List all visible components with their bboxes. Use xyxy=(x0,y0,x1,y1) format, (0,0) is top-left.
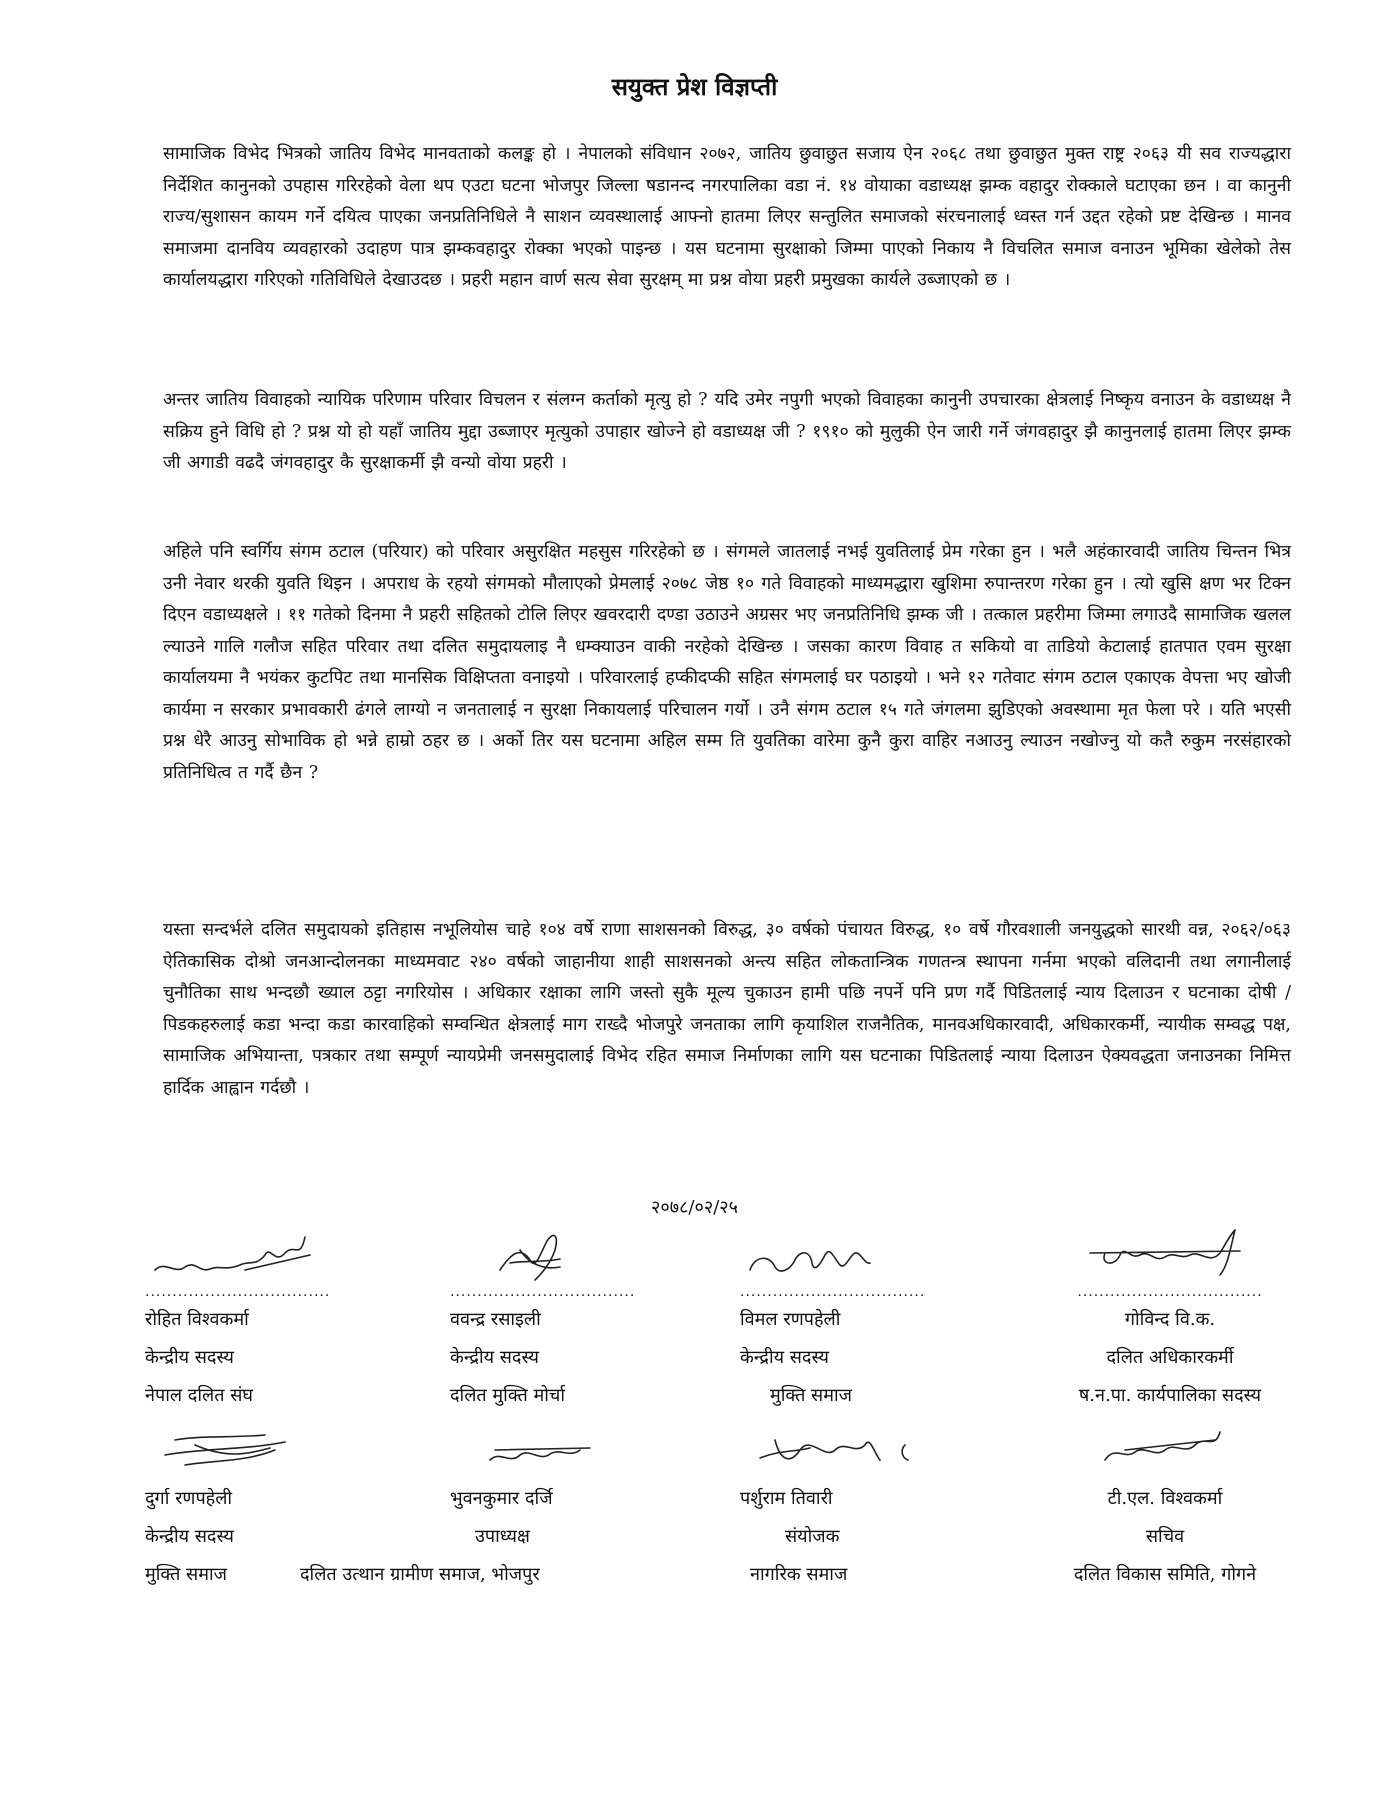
signatory-org: दलित उत्थान ग्रामीण समाज, भोजपुर xyxy=(300,1564,540,1585)
signatory-role: उपाध्यक्ष xyxy=(475,1526,530,1547)
signature-block-7 xyxy=(740,1420,970,1594)
signatory-name: टी.एल. विश्वकर्मा xyxy=(1107,1488,1223,1509)
signatory-name: गोविन्द वि.क. xyxy=(1124,1309,1216,1330)
handwritten-signature-7 xyxy=(740,1420,940,1480)
handwritten-signature-2 xyxy=(450,1225,650,1285)
handwritten-signature-1 xyxy=(145,1225,345,1285)
signatory-role: केन्द्रीय सदस्य xyxy=(450,1347,539,1368)
signatory-role: केन्द्रीय सदस्य xyxy=(740,1347,829,1368)
paragraph-2: अन्तर जातिय विवाहको न्यायिक परिणाम परिवार विचलन र संलग्न कर्ताको मृत्यु हो ? यदि उमेर नपुगी भएको विवाहका कानुनी उपचारका क्षेत्रलाई निष्कृय वनाउन के वडाध्यक्ष नै सक्रिय हुने विधि हो ? प्रश्न यो हो यहाँ जातिय मुद्दा उब्जाएर मृत्युको उपाहार खोज्ने हो वडाध्यक्ष जी ? १९१० को मुलुकी ऐन जारी गर्ने जंगवहादुर झै कानुनलाई हातमा लिएर झम्क जी अगाडी वढदै जंगवहादुर कै सुरक्षाकर्मी झै वन्यो वोया प्रहरी । xyxy=(163,390,1291,473)
signatory-org: नेपाल दलित संघ xyxy=(145,1385,254,1406)
signatory-name: ववन्द्र रसाइली xyxy=(450,1309,541,1330)
signatory-org: मुक्ति समाज xyxy=(770,1385,853,1406)
signatory-name: पर्शुराम तिवारी xyxy=(740,1488,833,1509)
signatory-name: भुवनकुमार दर्जि xyxy=(450,1488,553,1509)
signatory-role: सचिव xyxy=(1145,1526,1185,1547)
signature-block-1 xyxy=(145,1225,375,1415)
handwritten-signature-3 xyxy=(740,1225,940,1285)
signatory-org: नागरिक समाज xyxy=(750,1564,848,1585)
signatory-org: मुक्ति समाज xyxy=(145,1564,228,1585)
document-title: सयुक्त प्रेश विज्ञप्ती xyxy=(611,72,778,101)
signatory-org: ष.न.पा. कार्यपालिका सदस्य xyxy=(1078,1385,1262,1406)
signature-block-2 xyxy=(450,1225,680,1415)
paragraph-4: यस्ता सन्दर्भले दलित समुदायको इतिहास नभूलियोस चाहे १०४ वर्षे राणा साशसनको विरुद्ध, ३० वर्षको पंचायत विरुद्ध, १० वर्षे गौरवशाली जनयुद्धको सारथी वन्न, २०६२/०६३ ऐतिकासिक दोश्रो जनआन्दोलनका माध्यमवाट २४० वर्षको जाहानीया शाही साशसनको अन्त्य सहित लोकतान्त्रिक गणतन्त्र स्थापना गर्नमा भएको वलिदानी तथा लगानीलाई चुनौतिका साथ भन्दछौ ख्याल ठट्टा नगरियोस । अधिकार रक्षाका लागि जस्तो सुकै मूल्य चुकाउन हामी पछि नपर्ने पनि प्रण गर्दै पिडितलाई न्याय दिलाउन र घटनाका दोषी /पिडकहरुलाई कडा भन्दा कडा कारवाहिको सम्वन्धित क्षेत्रलाई माग राख्दै भोजपुरे जनताका लागि कृयाशिल राजनैतिक, मानवअधिकारवादी, अधिकारकर्मी, न्यायीक सम्वद्ध पक्ष, सामाजिक अभियान्ता, पत्रकार तथा सम्पूर्ण न्यायप्रेमी जनसमुदालाई विभेद रहित समाज निर्माणका लागि यस घटनाका पिडितलाई न्याया दिलाउन ऐक्यवद्धता जनाउनका निमित्त हार्दिक आह्वान गर्दछौ । xyxy=(163,920,1292,1098)
signatory-name: दुर्गा रणपहेली xyxy=(145,1488,233,1509)
signature-dots: .................................. xyxy=(450,1285,636,1300)
paragraph-3: अहिले पनि स्वर्गिय संगम ठटाल (परियार) को परिवार असुरक्षित महसुस गरिरहेको छ । संगमले जातलाई नभई युवतिलाई प्रेम गरेका हुन । भलै अहंकारवादी जातिय चिन्तन भित्र उनी नेवार थरकी युवति थिइन । अपराध के रहयो संगमको मौलाएको प्रेमलाई २०७८ जेष्ठ १० गते विवाहको माध्यमद्धारा खुशिमा रुपान्तरण गरेका हुन । त्यो खुसि क्षण भर टिक्न दिएन वडाध्यक्षले । ११ गतेको दिनमा नै प्रहरी सहितको टोलि लिएर खवरदारी दण्डा उठाउने अग्रसर भए जनप्रतिनिधि झम्क जी । तत्काल प्रहरीमा जिम्मा लगाउदै सामाजिक खलल ल्याउने गालि गलौज सहित परिवार तथा दलित समुदायलाइ नै धम्क्याउन वाकी नरहेको देखिन्छ । जसका कारण विवाह त सकियो वा ताडियो केटालाई हातपात एवम सुरक्षा कार्यालयमा नै भयंकर कुटपिट तथा मानसिक विक्षिप्तता वनाइयो । परिवारलाई हप्कीदप्की सहित संगमलाई घर पठाइयो । भने १२ गतेवाट संगम ठटाल एकाएक वेपत्ता भए खोजी कार्यमा न सरकार प्रभावकारी ढंगले लाग्यो न जनतालाई न सुरक्षा निकायलाई परिचालन गर्यो । उनै संगम ठटाल १५ गते जंगलमा झुडिएको अवस्थामा मृत फेला परे । यति भएसी प्रश्न धेरै आउनु सोभाविक हो भन्ने हाम्रो ठहर छ । अर्को तिर यस घटनामा अहिल सम्म ति युवतिका वारेमा कुनै कुरा वाहिर नआउनु ल्याउन नखोज्नु यो कतै रुकुम नरसंहारको प्रतिनिधित्व त गर्दै छैन ? xyxy=(163,542,1291,783)
signature-dots: .................................. xyxy=(740,1285,926,1300)
signatory-role: केन्द्रीय सदस्य xyxy=(145,1347,234,1368)
signatory-role: संयोजक xyxy=(785,1526,840,1547)
signature-block-3 xyxy=(740,1225,970,1415)
signatory-name: रोहित विश्वकर्मा xyxy=(145,1309,249,1330)
document-date: २०७८/०२/२५ xyxy=(650,1197,738,1218)
handwritten-signature-6 xyxy=(450,1420,650,1480)
signature-block-4 xyxy=(1045,1225,1295,1415)
paragraph-1: सामाजिक विभेद भित्रको जातिय विभेद मानवताको कलङ्क हो । नेपालको संविधान २०७२, जातिय छुवाछुत सजाय ऐन २०६८ तथा छुवाछुत मुक्त राष्ट्र २०६३ यी सव राज्यद्धारा निर्देशित कानुनको उपहास गरिरहेको वेला थप एउटा घटना भोजपुर जिल्ला षडानन्द नगरपालिका वडा नं. १४ वोयाका वडाध्यक्ष झम्क वहादुर रोक्काले घटाएका छन । वा कानुनी राज्य/सुशासन कायम गर्ने दयित्व पाएका जनप्रतिनिधिले नै साशन व्यवस्थालाई आफ्नो हातमा लिएर सन्तुलित समाजको संरचनालाई ध्वस्त गर्न उद्दत रहेको प्रष्ट देखिन्छ । मानव समाजमा दानविय व्यवहारको उदाहण पात्र झम्कवहादुर रोक्का भएको पाइन्छ । यस घटनामा सुरक्षाको जिम्मा पाएको निकाय नै विचलित समाज वनाउन भूमिका खेलेको तेस कार्यालयद्धारा गरिएको गतिविधिले देखाउदछ । प्रहरी महान वार्ण सत्य सेवा सुरक्षम् मा प्रश्न वोया प्रहरी प्रमुखका कार्यले उब्जाएको छ । xyxy=(163,144,1291,290)
signatory-name: विमल रणपहेली xyxy=(740,1309,841,1330)
signatory-role: दलित अधिकारकर्मी xyxy=(1106,1347,1234,1368)
handwritten-signature-8 xyxy=(1065,1420,1265,1480)
signature-dots: .................................. xyxy=(145,1285,331,1300)
handwritten-signature-4 xyxy=(1070,1225,1270,1285)
signatory-org: दलित विकास समिति, गोगने xyxy=(1073,1564,1257,1585)
signature-dots: .................................. xyxy=(1077,1285,1263,1300)
signature-block-6 xyxy=(300,1420,680,1594)
signatory-org: दलित मुक्ति मोर्चा xyxy=(450,1385,565,1406)
signature-block-8 xyxy=(1035,1420,1295,1594)
signatory-role: केन्द्रीय सदस्य xyxy=(145,1526,234,1547)
